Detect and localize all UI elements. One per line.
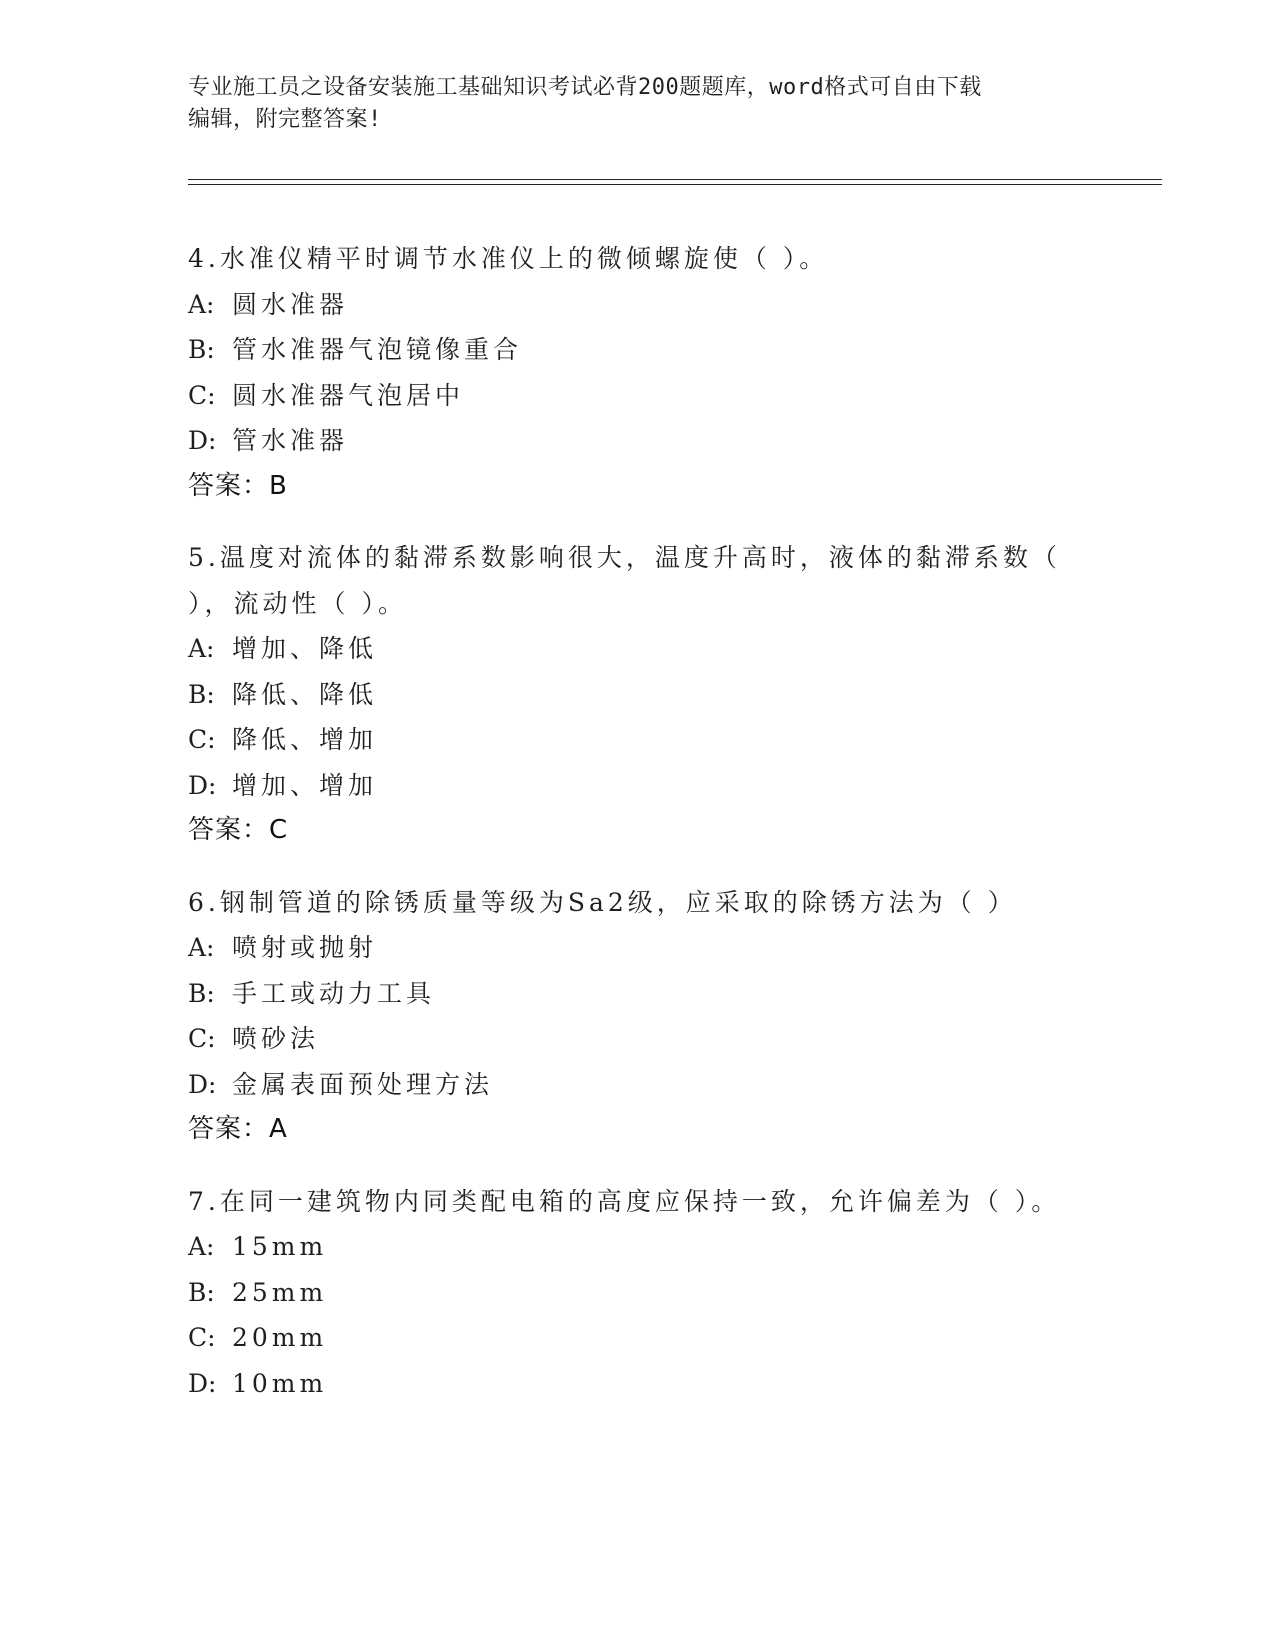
option-d: [188, 1361, 1088, 1407]
option-key: C:: [188, 1323, 216, 1352]
option-d: [188, 418, 1088, 464]
option-text: 增加、降低: [232, 634, 378, 663]
option-text: 10mm: [232, 1368, 328, 1398]
option-key: D:: [188, 1368, 217, 1398]
option-text: 降低、降低: [232, 679, 378, 709]
option-key: A:: [188, 933, 215, 962]
option-a: [188, 925, 1088, 971]
option-c: [188, 373, 1088, 419]
header-divider-bottom: [188, 184, 1162, 185]
question-5: [188, 535, 1088, 854]
option-key: A:: [188, 289, 215, 319]
option-key: B:: [188, 335, 215, 364]
header-divider-top: [188, 179, 1162, 180]
option-text: 20mm: [232, 1323, 328, 1352]
answer-line: 答案：C: [188, 815, 289, 845]
document-header: [188, 72, 1068, 136]
option-key: B:: [188, 679, 215, 709]
question-list: [188, 236, 1088, 1432]
option-b: [188, 1270, 1088, 1316]
option-key: D:: [188, 770, 217, 800]
option-key: A:: [188, 634, 215, 663]
option-key: C:: [188, 1024, 216, 1053]
question-stem: 6.钢制管道的除锈质量等级为Sa2级，应采取的除锈方法为（ ）: [188, 887, 1017, 917]
option-key: C:: [188, 725, 216, 754]
question-stem: 5.温度对流体的黏滞系数影响很大，温度升高时，液体的黏滞系数（: [188, 543, 1061, 572]
header-line-2: 编辑，附完整答案!: [188, 107, 382, 132]
option-text: 喷射或抛射: [232, 933, 378, 962]
question-4: [188, 236, 1088, 509]
option-text: 圆水准器: [232, 289, 349, 319]
question-stem-continued: ），流动性（ ）。: [188, 588, 407, 618]
option-text: 圆水准器气泡居中: [232, 380, 465, 410]
option-key: B:: [188, 978, 215, 1008]
option-b: [188, 327, 1088, 373]
question-6: [188, 880, 1088, 1153]
option-key: D:: [188, 426, 217, 455]
header-line-1: 专业施工员之设备安装施工基础知识考试必背200题题库，word格式可自由下载: [188, 75, 982, 100]
option-key: C:: [188, 380, 216, 410]
option-text: 增加、增加: [232, 770, 378, 800]
option-b: [188, 971, 1088, 1017]
option-d: [188, 1062, 1088, 1108]
option-text: 降低、增加: [232, 725, 378, 754]
option-text: 手工或动力工具: [232, 978, 436, 1008]
option-c: [188, 1315, 1088, 1361]
option-c: [188, 1016, 1088, 1062]
option-text: 管水准器: [232, 426, 349, 455]
question-7: [188, 1179, 1088, 1407]
option-text: 25mm: [232, 1277, 328, 1307]
option-text: 管水准器气泡镜像重合: [232, 335, 523, 364]
answer-line: 答案：A: [188, 1114, 288, 1144]
question-stem: 7.在同一建筑物内同类配电箱的高度应保持一致，允许偏差为（ ）。: [188, 1186, 1061, 1216]
option-a: [188, 282, 1088, 328]
option-text: 喷砂法: [232, 1024, 320, 1053]
option-text: 金属表面预处理方法: [232, 1069, 494, 1099]
option-key: B:: [188, 1277, 215, 1307]
question-stem: 4.水准仪精平时调节水准仪上的微倾螺旋使（ ）。: [188, 244, 829, 273]
option-key: D:: [188, 1069, 217, 1099]
option-b: [188, 672, 1088, 718]
option-a: [188, 1224, 1088, 1270]
answer-line: 答案：B: [188, 470, 288, 501]
option-a: [188, 626, 1088, 672]
option-d: [188, 763, 1088, 809]
option-c: [188, 717, 1088, 763]
option-key: A:: [188, 1232, 215, 1261]
option-text: 15mm: [232, 1232, 328, 1261]
